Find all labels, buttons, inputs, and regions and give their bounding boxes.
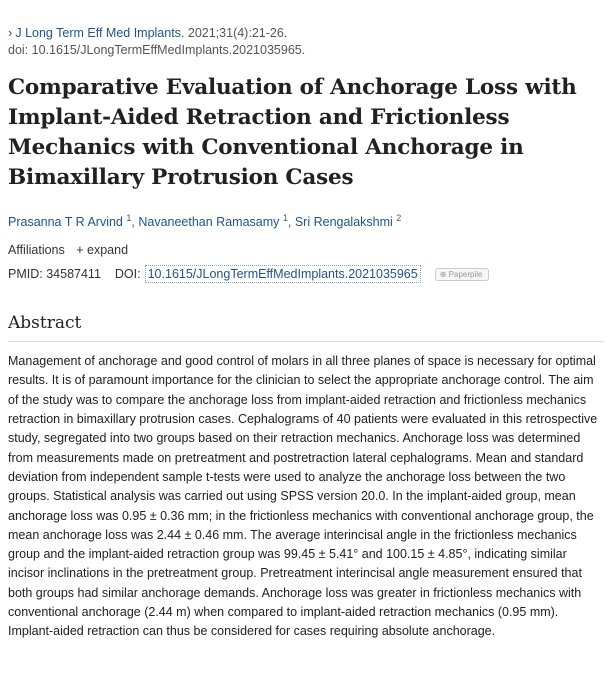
abstract-heading: Abstract bbox=[8, 313, 604, 342]
affiliations-label: Affiliations bbox=[8, 243, 65, 258]
expand-button[interactable]: + expand bbox=[76, 243, 129, 258]
abstract-text: Management of anchorage and good control of molars in all three planes of space is necessary for optimal results. It is of paramount importance for the clinician to select the appropriate anchorage control. The aim of the study was to compare the anchorage loss from implant-aided retraction and frictionless mechanics retraction in bimaxillary protrusion cases. Cephalograms of 40 patients were evaluated in this retrospective study, segregated into two groups based on their retraction mechanics. Anchorage loss was determined from measurements made on pretreatment and postretraction lateral cephalograms. Mean and standard deviation from independent sample t-tests were used to analyze the anchorage loss between the two groups. Statistical analysis was carried out using SPSS version 20.0. In the implant-aided group, mean anchorage loss was 0.95 ± 0.36 mm; in the frictionless mechanics with conventional anchorage group, the mean anchorage loss was 2.44 ± 0.46 mm. The average interincisal angle in the frictionless mechanics group and the implant-aided retraction group was 99.45 ± 5.41° and 100.15 ± 4.85°, indicating similar incisor inclinations in the pretreatment group. Pretreatment interincisal angle measurement ensured that both groups had similar anchorage demands. Anchorage loss was greater in frictionless mechanics with conventional anchorage (2.44 m) when compared to implant-aided retraction mechanics (0.95 mm). Implant-aided retraction can thus be considered for cases requiring absolute anchorage. bbox=[8, 354, 598, 639]
author-link[interactable]: Prasanna T R Arvind bbox=[8, 215, 123, 230]
author-affiliation-number[interactable]: 1 bbox=[126, 213, 132, 223]
doi-label: DOI: bbox=[114, 267, 141, 282]
doi-link[interactable]: 10.1615/JLongTermEffMedImplants.2021035965 bbox=[145, 265, 421, 283]
paperpile-label: Paperpile bbox=[448, 269, 483, 279]
chevron-right-icon: › bbox=[8, 25, 13, 40]
affiliations bbox=[8, 243, 604, 257]
paperpile-icon: ⊕ bbox=[439, 269, 449, 279]
citation-details: . 2021;31(4):21-26. bbox=[180, 26, 288, 40]
citation-doi: doi: 10.1615/JLongTermEffMedImplants.2021035965. bbox=[8, 43, 306, 57]
author-affiliation-number[interactable]: 2 bbox=[396, 213, 402, 223]
paperpile-button[interactable] bbox=[435, 268, 490, 281]
article-title: Comparative Evaluation of Anchorage Loss with Implant-Aided Retraction and Frictionless Mechanics with Conventional Anchorage in Bimaxillary Protrusion Cases bbox=[8, 75, 577, 190]
pmid-value: 34587411 bbox=[46, 267, 101, 282]
author-list: Prasanna T R Arvind $^1$, Navaneethan Ramasamy $^1$, Sri Rengalakshmi $^2$ bbox=[8, 213, 402, 230]
journal-link[interactable]: J Long Term Eff Med Implants bbox=[15, 26, 181, 40]
author-affiliation-number[interactable]: 1 bbox=[282, 213, 288, 223]
citation bbox=[8, 0, 604, 59]
author-link[interactable]: Sri Rengalakshmi bbox=[294, 215, 393, 230]
author-link[interactable]: Navaneethan Ramasamy bbox=[138, 215, 280, 230]
identifiers bbox=[8, 265, 604, 283]
pmid-label: PMID: bbox=[8, 267, 43, 282]
